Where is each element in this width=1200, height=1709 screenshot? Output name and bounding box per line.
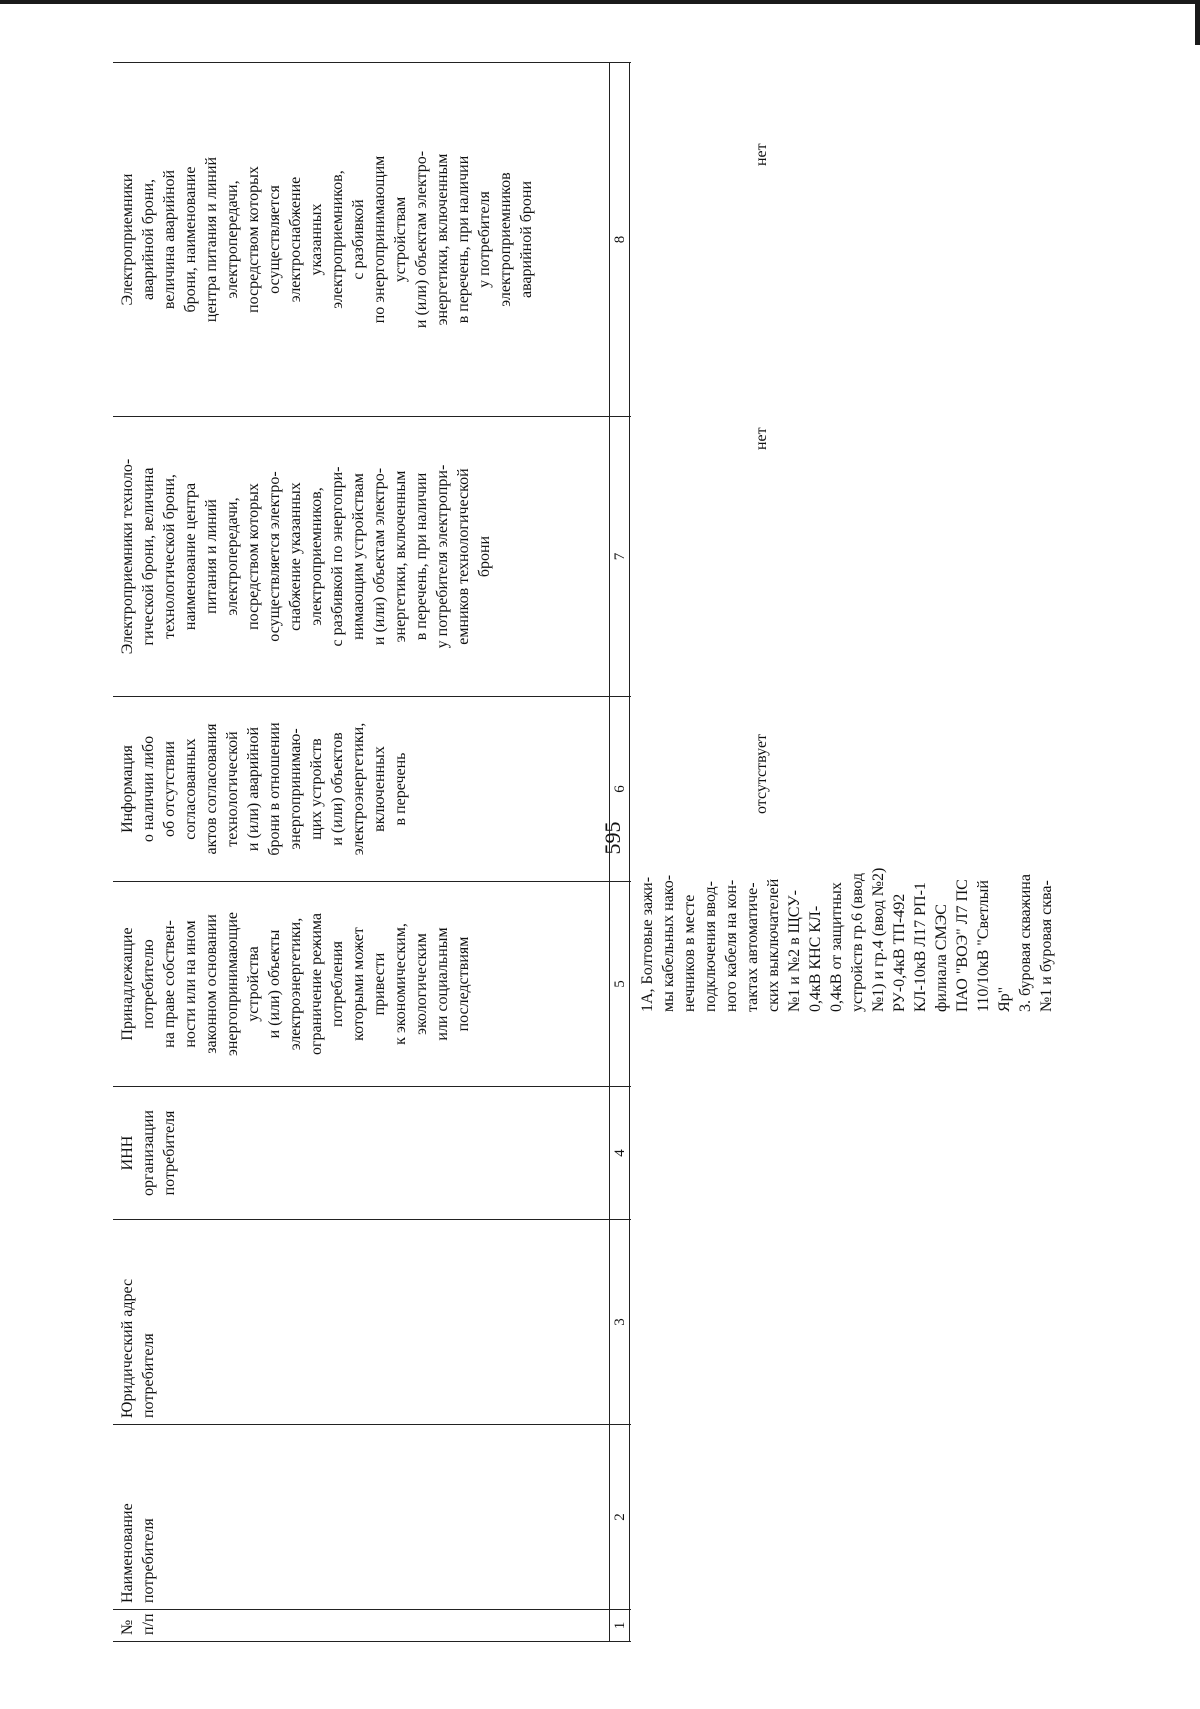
column-1 (113, 1610, 609, 1642)
column-number-5: 5 (610, 882, 631, 1087)
column-number-1: 1 (610, 1610, 631, 1642)
column-number-8: 8 (610, 62, 631, 417)
column-5-title: Принадлежащие потребителю на праве собствен- ности или на ином законном основании энергопринимающие устройства и (или) объекты электроэнергетики, ограничение режима потребления которыми может привести к экономическим, экологическим или социальным последствиям (119, 912, 472, 1056)
column-number-2: 2 (610, 1425, 631, 1610)
row-col7-text: нет (753, 427, 770, 450)
column-number-4: 4 (610, 1087, 631, 1220)
row-col8-text: нет (753, 143, 770, 166)
column-number-row (609, 62, 630, 1642)
row-col5-text: 1А, Болтовые зажи- мы кабельных нако- нечников в месте подключения ввод- ного кабеля на кон- тактах автоматиче- ских выключателей №1 и №2 в ЩСУ- 0,4кВ КНС КЛ- 0,4кВ от защитных устройств гр.6 (ввод №1) и гр.4 (ввод №2) РУ-0,4кВ ТП-492 КЛ-10кВ Л17 РП-1 филиала СМЭС ПАО "ВОЭ" Л7 ПС 110/10кВ "Светлый Яр" 3. буровая скважина №1 и буровая сква- (639, 867, 1055, 1012)
column-7 (113, 417, 609, 697)
column-1-title: № п/п (119, 1613, 157, 1635)
column-number-6: 6 (610, 697, 631, 882)
column-7-title: Электроприемники техноло- гической брони, величина технологической брони, наименование центра питания и линий электропередачи, посредством которых осуществляется электро- снабжение указанных электроприемников, с разбивкой по энергопри- нимающим устройствам и (или) объектам электро- энергетики, включенным в перечень, при наличии у потребителя электропри- емников технологической брони (119, 458, 493, 655)
column-6-title: Информация о наличии либо об отсутствии согласованных актов согласования технологической и (или) аварийной брони в отношении энергопринимаю- щих устройств и (или) объектов электроэнергетики, включенных в перечень (119, 722, 409, 856)
scan-edge-top (0, 0, 1200, 4)
page-number: 595 (600, 821, 625, 855)
table-header (113, 62, 609, 1642)
column-8 (113, 62, 609, 417)
column-3-title: Юридический адрес потребителя (119, 1278, 157, 1418)
column-4 (113, 1087, 609, 1220)
column-number-3: 3 (610, 1220, 631, 1425)
rotated-table (113, 62, 1055, 1642)
column-6 (113, 697, 609, 882)
column-4-title: ИНН организации потребителя (119, 1110, 178, 1196)
column-3 (113, 1220, 609, 1425)
column-number-7: 7 (610, 417, 631, 697)
column-2 (113, 1425, 609, 1610)
column-2-title: Наименование потребителя (119, 1503, 157, 1603)
column-5 (113, 882, 609, 1087)
scan-edge-right (1195, 0, 1200, 45)
row-col6-text: отсутствует (753, 733, 770, 814)
column-8-title: Электроприемники аварийной брони, величина аварийной брони, наименование центра питания и линий электропередачи, посредством которых осуществляется электроснабжение указанных электроприемников, с разбивкой по энергопринимающим устройствам и (или) объектам электро- энергетики, включенным в перечень, при наличии у потребителя электроприемников аварийной брони (119, 150, 535, 329)
